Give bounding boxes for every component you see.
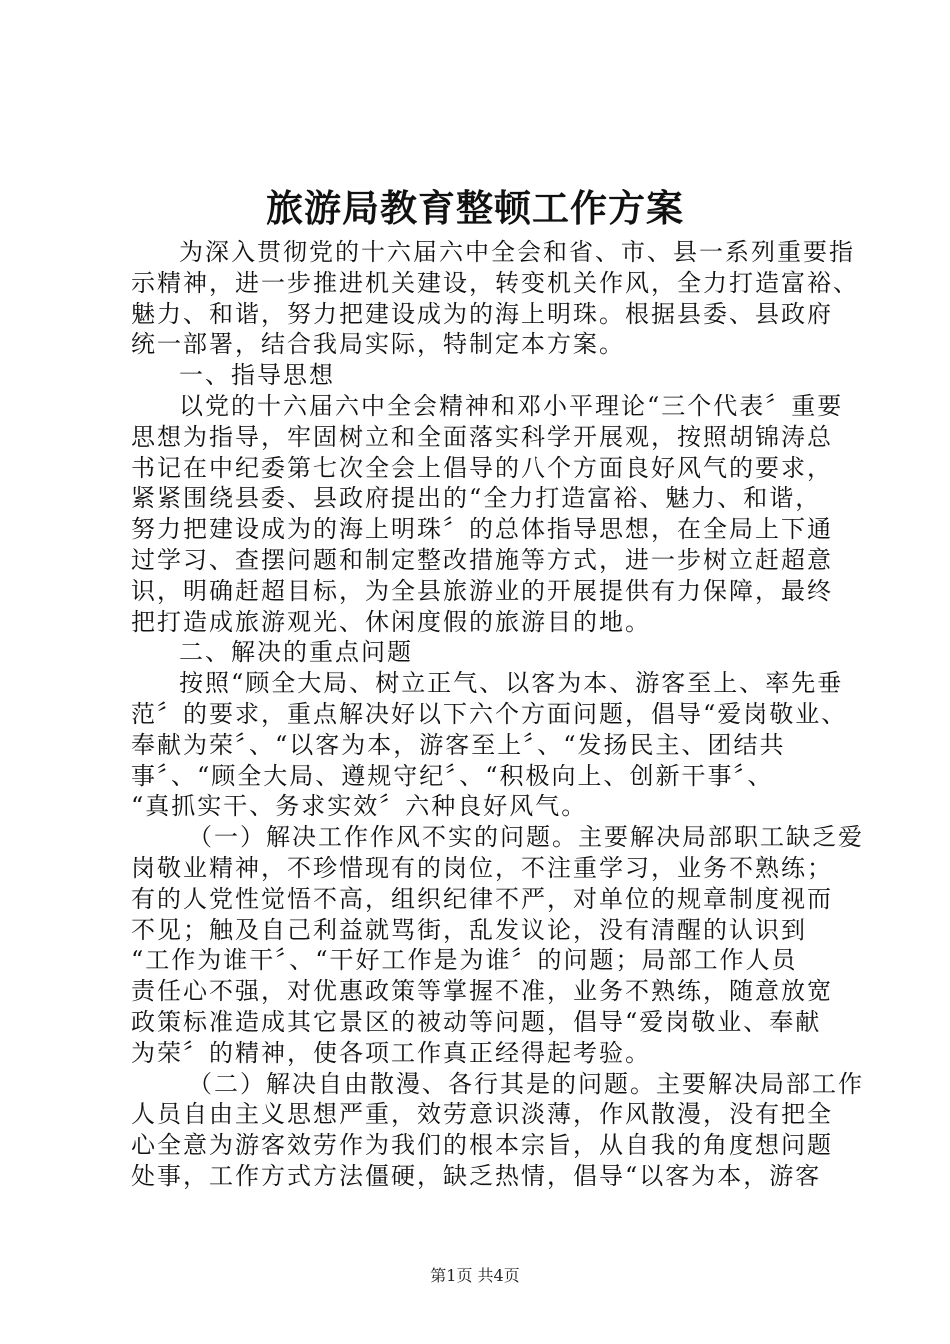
text-line: 统一部署，结合我局实际，特制定本方案。: [131, 330, 625, 359]
text-line: “真抓实干、务求实效〞六种良好风气。: [131, 792, 588, 821]
page-footer: 第1页 共4页: [430, 1266, 520, 1285]
text-line: 为荣〞的精神，使各项工作真正经得起考验。: [131, 1038, 651, 1067]
text-line: 以党的十六届六中全会精神和邓小平理论“三个代表〞重要: [179, 391, 844, 420]
text-line: 书记在中纪委第七次全会上倡导的八个方面良好风气的要求，: [131, 453, 833, 482]
document-body: [131, 237, 864, 1192]
text-line: 范〞的要求，重点解决好以下六个方面问题，倡导“爱岗敬业、: [131, 699, 848, 728]
text-line: 紧紧围绕县委、县政府提出的“全力打造富裕、魅力、和谐，: [131, 484, 822, 513]
text-line: 有的人党性觉悟不高，组织纪律不严，对单位的规章制度视而: [131, 884, 833, 913]
text-line: 人员自由主义思想严重，效劳意识淡薄，作风散漫，没有把全: [131, 1100, 833, 1129]
section-heading: 二、解决的重点问题: [179, 638, 413, 667]
document-title: 旅游局教育整顿工作方案: [266, 186, 684, 230]
text-line: 心全意为游客效劳作为我们的根本宗旨，从自我的角度想问题: [131, 1131, 833, 1160]
text-line: 识，明确赶超目标，为全县旅游业的开展提供有力保障，最终: [131, 576, 833, 605]
section-heading: 一、指导思想: [179, 361, 335, 390]
text-line: （二）解决自由散漫、各行其是的问题。主要解决局部工作: [188, 1069, 864, 1098]
text-line: 处事，工作方式方法僵硬，缺乏热情，倡导“以客为本，游客: [131, 1161, 822, 1190]
text-line: “工作为谁干〞、“干好工作是为谁〞的问题；局部工作人员: [131, 946, 798, 975]
text-line: 责任心不强，对优惠政策等掌握不准，业务不熟练，随意放宽: [131, 977, 833, 1006]
text-line: 按照“顾全大局、树立正气、以客为本、游客至上、率先垂: [179, 669, 844, 698]
text-line: （一）解决工作作风不实的问题。主要解决局部职工缺乏爱: [188, 823, 864, 852]
text-line: 奉献为荣〞、“以客为本，游客至上〞、“发扬民主、团结共: [131, 730, 786, 759]
text-line: 把打造成旅游观光、休闲度假的旅游目的地。: [131, 607, 651, 636]
text-line: 示精神，进一步推进机关建设，转变机关作风，全力打造富裕、: [131, 268, 859, 297]
text-line: 思想为指导，牢固树立和全面落实科学开展观，按照胡锦涛总: [131, 422, 833, 451]
text-line: 岗敬业精神，不珍惜现有的岗位，不注重学习，业务不熟练；: [131, 853, 833, 882]
text-line: 过学习、查摆问题和制定整改措施等方式，进一步树立赶超意: [131, 545, 833, 574]
text-line: 努力把建设成为的海上明珠〞的总体指导思想，在全局上下通: [131, 515, 833, 544]
text-line: 魅力、和谐，努力把建设成为的海上明珠。根据县委、县政府: [131, 299, 833, 328]
text-line: 不见；触及自己利益就骂街，乱发议论，没有清醒的认识到: [131, 915, 807, 944]
text-line: 事〞、“顾全大局、遵规守纪〞、“积极向上、创新干事〞、: [131, 761, 774, 790]
text-line: 政策标准造成其它景区的被动等问题，倡导“爱岗敬业、奉献: [131, 1007, 822, 1036]
text-line: 为深入贯彻党的十六届六中全会和省、市、县一系列重要指: [179, 238, 855, 266]
